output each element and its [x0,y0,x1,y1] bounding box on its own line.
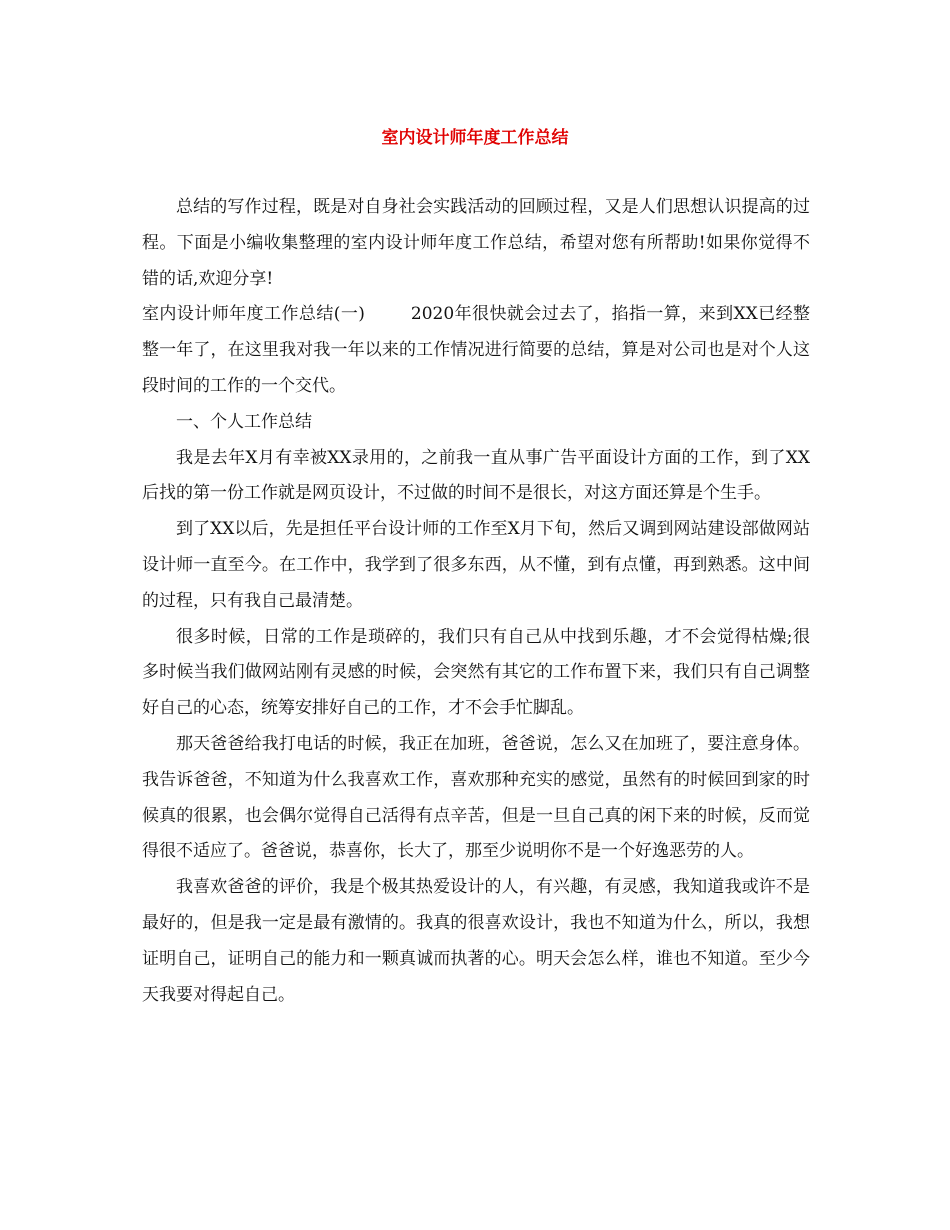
section-paragraph [142,297,810,404]
section-opening: 2020年很快就会过去了，掐指一算，来到XX已经整整一年了，在这里我对我一年以来的工作情况进行简要的总结，算是对公司也是对个人这段时间的工作的一个交代。 [142,304,811,396]
intro-paragraph: 总结的写作过程，既是对自身社会实践活动的回顾过程，又是人们思想认识提高的过程。下面是小编收集整理的室内设计师年度工作总结，希望对您有所帮助!如果你觉得不错的话,欢迎分享! [142,197,810,289]
body-paragraph: 那天爸爸给我打电话的时候，我正在加班，爸爸说，怎么又在加班了，要注意身体。我告诉爸爸，不知道为什么我喜欢工作，喜欢那种充实的感觉，虽然有的时候回到家的时候真的很累，也会偶尔觉得自己活得有点辛苦，但是一旦自己真的闲下来的时候，反而觉得很不适应了。爸爸说，恭喜你，长大了，那至少说明你不是一个好逸恶劳的人。 [142,733,810,862]
document-title: 室内设计师年度工作总结 [381,128,569,148]
section-heading: 室内设计师年度工作总结(一) [142,304,365,325]
body-paragraph: 我喜欢爸爸的评价，我是个极其热爱设计的人，有兴趣，有灵感，我知道我或许不是最好的，但是我一定是最有激情的。我真的很喜欢设计，我也不知道为什么，所以，我想证明自己，证明自己的能力和一颗真诚而执著的心。明天会怎么样，谁也不知道。至少今天我要对得起自己。 [142,877,810,1005]
body-paragraph: 到了XX以后，先是担任平台设计师的工作至X月下旬，然后又调到网站建设部做网站设计师一直至今。在工作中，我学到了很多东西，从不懂，到有点懂，再到熟悉。这中间的过程，只有我自己最清楚。 [142,519,810,611]
document-body [142,190,810,1013]
subheading: 一、个人工作总结 [176,411,312,432]
body-paragraph: 我是去年X月有幸被XX录用的，之前我一直从事广告平面设计方面的工作，到了XX后找的第一份工作就是网页设计，不过做的时间不是很长，对这方面还算是个生手。 [142,447,810,504]
body-paragraph: 很多时候，日常的工作是琐碎的，我们只有自己从中找到乐趣，才不会觉得枯燥;很多时候当我们做网站刚有灵感的时候，会突然有其它的工作布置下来，我们只有自己调整好自己的心态，统筹安排好自己的工作，才不会手忙脚乱。 [142,626,810,719]
